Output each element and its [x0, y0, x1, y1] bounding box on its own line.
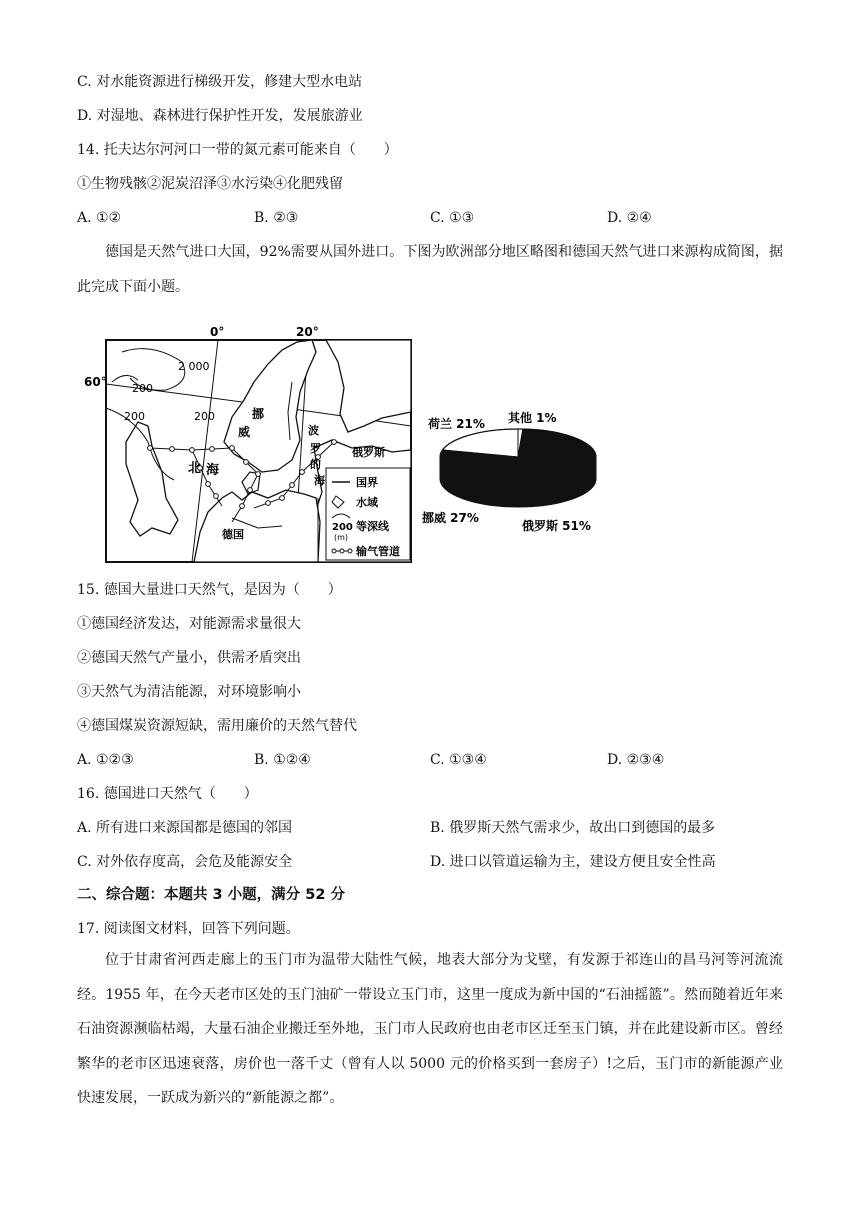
q15-item-1: ①德国经济发达，对能源需求量很大 [77, 616, 301, 632]
q16-option-c: C. 对外依存度高，会危及能源安全 [77, 854, 293, 870]
pie-label-norway: 挪威 27% [422, 511, 479, 525]
q16-option-a: A. 所有进口来源国都是德国的邻国 [77, 820, 293, 836]
map-legend [326, 468, 410, 560]
q14-option-b: B. ②③ [254, 210, 299, 226]
legend-water: 水域 [356, 496, 378, 509]
pie-label-russia: 俄罗斯 51% [522, 519, 591, 533]
pie-chart [422, 410, 596, 533]
q16-option-d: D. 进口以管道运输为主，建设方便且安全性高 [430, 854, 716, 870]
q16-option-b: B. 俄罗斯天然气需求少，故出口到德国的最多 [430, 820, 716, 836]
europe-map [84, 325, 411, 562]
lat-label-60: 60° [84, 375, 107, 389]
q15-item-3: ③天然气为清洁能源，对环境影响小 [77, 684, 301, 700]
label-north-sea-2: 海 [206, 463, 220, 478]
q15-stem: 15. 德国大量进口天然气，是因为（ ） [77, 582, 342, 598]
lon-label-20: 20° [296, 325, 319, 339]
label-baltic-2: 罗 [310, 442, 321, 455]
label-baltic-3: 的 [310, 458, 321, 471]
q16-stem: 16. 德国进口天然气（ ） [77, 786, 258, 802]
depth-label-200-b: 200 [124, 410, 145, 423]
legend-isobath-unit: (m) [334, 533, 349, 542]
depth-label-200-a: 200 [132, 382, 153, 395]
pie-label-netherlands: 荷兰 21% [428, 417, 485, 431]
legend-isobath-sample: 200 [332, 522, 353, 533]
q13-option-c: C. 对水能资源进行梯级开发，修建大型水电站 [77, 74, 363, 90]
lon-label-0: 0° [210, 325, 225, 339]
figure-svg [82, 322, 612, 566]
label-russia: 俄罗斯 [352, 446, 385, 459]
q14-option-a: A. ①② [77, 210, 122, 226]
q15-option-d: D. ②③④ [607, 752, 665, 768]
q14-items: ①生物残骸②泥炭沼泽③水污染④化肥残留 [77, 176, 343, 192]
q14-option-d: D. ②④ [607, 210, 652, 226]
depth-label-200-c: 200 [194, 410, 215, 423]
q15-option-a: A. ①②③ [77, 752, 134, 768]
intro-paragraph: 德国是天然气进口大国，92%需要从国外进口。下图为欧洲部分地区略图和德国天然气进口来源构成简图，据此完成下面小题。 [77, 244, 783, 295]
q15-item-4: ④德国煤炭资源短缺，需用廉价的天然气替代 [77, 718, 357, 734]
pie-label-other: 其他 1% [508, 411, 557, 425]
label-norway-1: 挪 [252, 407, 265, 421]
label-north-sea-1: 北 [188, 461, 202, 476]
q15-item-2: ②德国天然气产量小，供需矛盾突出 [77, 650, 301, 666]
q13-option-d: D. 对湿地、森林进行保护性开发，发展旅游业 [77, 108, 363, 124]
q17-material: 位于甘肃省河西走廊上的玉门市为温带大陆性气候，地表大部分为戈壁，有发源于祁连山的昌马河等河流流经。1955 年，在今天老市区处的玉门油矿一带设立玉门市，这里一度成为新中国的“石油摇篮”。然而随着近年来石油资源濒临枯竭，大量石油企业搬迁至外地，玉门市人民政府也由老市区迁至玉门镇，并在此建设新市区。曾经繁华的老市区迅速衰落，房价也一落千丈（曾有人以 5000 元的价格买到一套房子）!之后，玉门市的新能源产业快速发展，一跃成为新兴的“新能源之都”。 [77, 952, 783, 1106]
legend-pipeline: 输气管道 [356, 545, 400, 558]
q15-option-c: C. ①③④ [430, 752, 487, 768]
q15-option-b: B. ①②④ [254, 752, 311, 768]
label-germany: 德国 [222, 528, 244, 541]
depth-label-2000: 2 000 [178, 360, 210, 373]
q14-option-c: C. ①③ [430, 210, 475, 226]
label-baltic-4: 海 [314, 474, 325, 487]
label-baltic-1: 波 [308, 424, 319, 437]
section-heading: 二、综合题：本题共 3 小题，满分 52 分 [77, 887, 345, 903]
q17-stem: 17. 阅读图文材料，回答下列问题。 [77, 921, 300, 937]
legend-isobath: 等深线 [356, 520, 389, 533]
q14-stem: 14. 托夫达尔河河口一带的氮元素可能来自（ ） [77, 142, 398, 158]
label-norway-2: 威 [238, 425, 251, 439]
legend-border: 国界 [356, 476, 378, 489]
figure [82, 322, 612, 566]
